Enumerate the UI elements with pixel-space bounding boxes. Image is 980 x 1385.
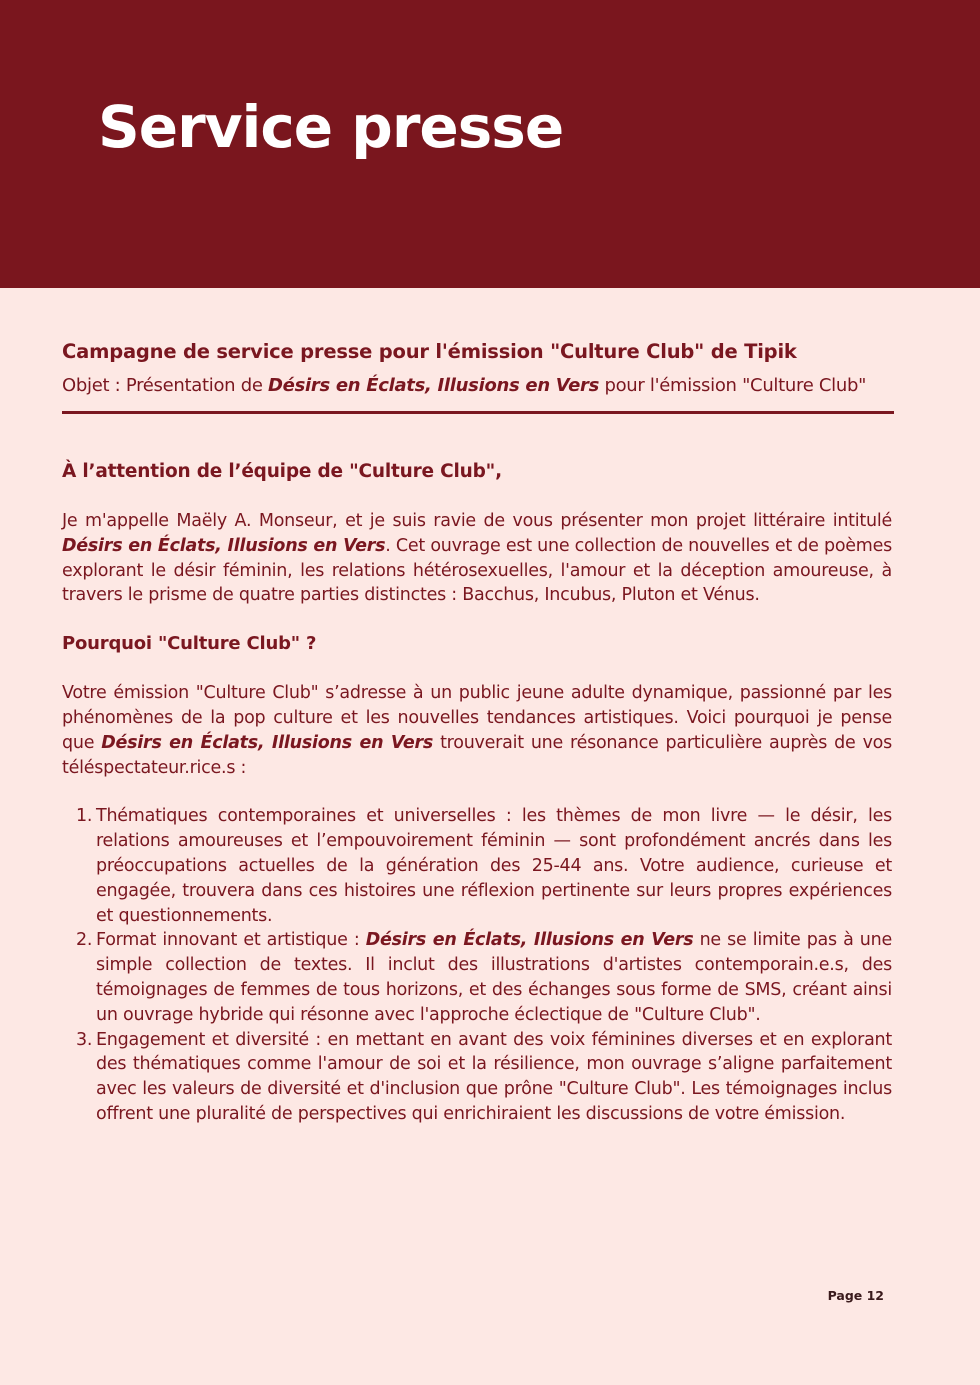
list-item-book-title: Désirs en Éclats, Illusions en Vers [365, 930, 694, 951]
list-item-number: 1. [76, 806, 93, 827]
list-item-text: Engagement et diversité : en mettant en avant des voix féminines diverses et en explorant des thématiques comme l'amour de soi et la résilience, mon ouvrage s’aligne parfaitement avec les valeurs de diversité et d'inclusion que prône "Culture Club". Les témoignages inclus offrent une pluralité de perspectives qui enrichiraient les discussions de votre émission. [96, 1029, 892, 1124]
list-item-text-before: Format innovant et artistique : [96, 930, 366, 951]
subject-line [62, 372, 892, 400]
list-item-number: 3. [76, 1029, 93, 1050]
letter-content [62, 338, 892, 1127]
subject-book-title: Désirs en Éclats, Illusions en Vers [268, 375, 600, 396]
list-item [62, 804, 892, 928]
salutation: À l’attention de l’équipe de "Culture Club", [62, 461, 502, 482]
campaign-heading: Campagne de service presse pour l'émission "Culture Club" de Tipik [62, 340, 797, 363]
intro-text-1: Je m'appelle Maëly A. Monseur, et je suis ravie de vous présenter mon projet littéraire intitulé [62, 511, 892, 531]
subject-suffix: pour l'émission "Culture Club" [599, 375, 867, 396]
divider [62, 411, 894, 414]
why-heading: Pourquoi "Culture Club" ? [62, 633, 317, 655]
page-title: Service presse [98, 93, 564, 161]
list-item-number: 2. [76, 930, 93, 951]
why-paragraph [62, 681, 892, 780]
intro-text-2: . Cet ouvrage est une collection de nouvelles et de poèmes explorant le désir féminin, les relations hétérosexuelles, l'amour et la déception amoureuse, à travers le prisme de quatre parties distinctes : Bacchus, Incubus, Pluton et Vénus. [62, 535, 892, 606]
list-item [62, 1028, 892, 1127]
intro-paragraph [62, 509, 892, 608]
intro-book-title: Désirs en Éclats, Illusions en Vers [62, 535, 386, 556]
list-item-text: Thématiques contemporaines et universelles : les thèmes de mon livre — le désir, les relations amoureuses et l’empouvoirement féminin — sont profondément ancrés dans les préoccupations actuelles de la génération des 25-44 ans. Votre audience, curieuse et engagée, trouvera dans ces histoires une réflexion pertinente sur leurs propres expériences et questionnements. [96, 806, 892, 926]
reasons-list [62, 804, 892, 1126]
why-text-2: trouverait une résonance particulière auprès de vos téléspectateur.rice.s : [62, 732, 893, 778]
page-number: Page 12 [827, 1288, 884, 1303]
why-book-title: Désirs en Éclats, Illusions en Vers [101, 732, 434, 753]
list-item-text-after: ne se limite pas à une simple collection de textes. Il inclut des illustrations d'artistes contemporain.e.s, des témoignages de femmes de tous horizons, et des échanges sous forme de SMS, créant ainsi un ouvrage hybride qui résonne avec l'approche éclectique de "Culture Club". [96, 930, 892, 1025]
subject-prefix: Objet : Présentation de [62, 375, 269, 396]
why-text-1: Votre émission "Culture Club" s’adresse à un public jeune adulte dynamique, passionné par les phénomènes de la pop culture et les nouvelles tendances artistiques. Voici pourquoi je pense que [62, 683, 892, 753]
list-item [62, 928, 892, 1027]
